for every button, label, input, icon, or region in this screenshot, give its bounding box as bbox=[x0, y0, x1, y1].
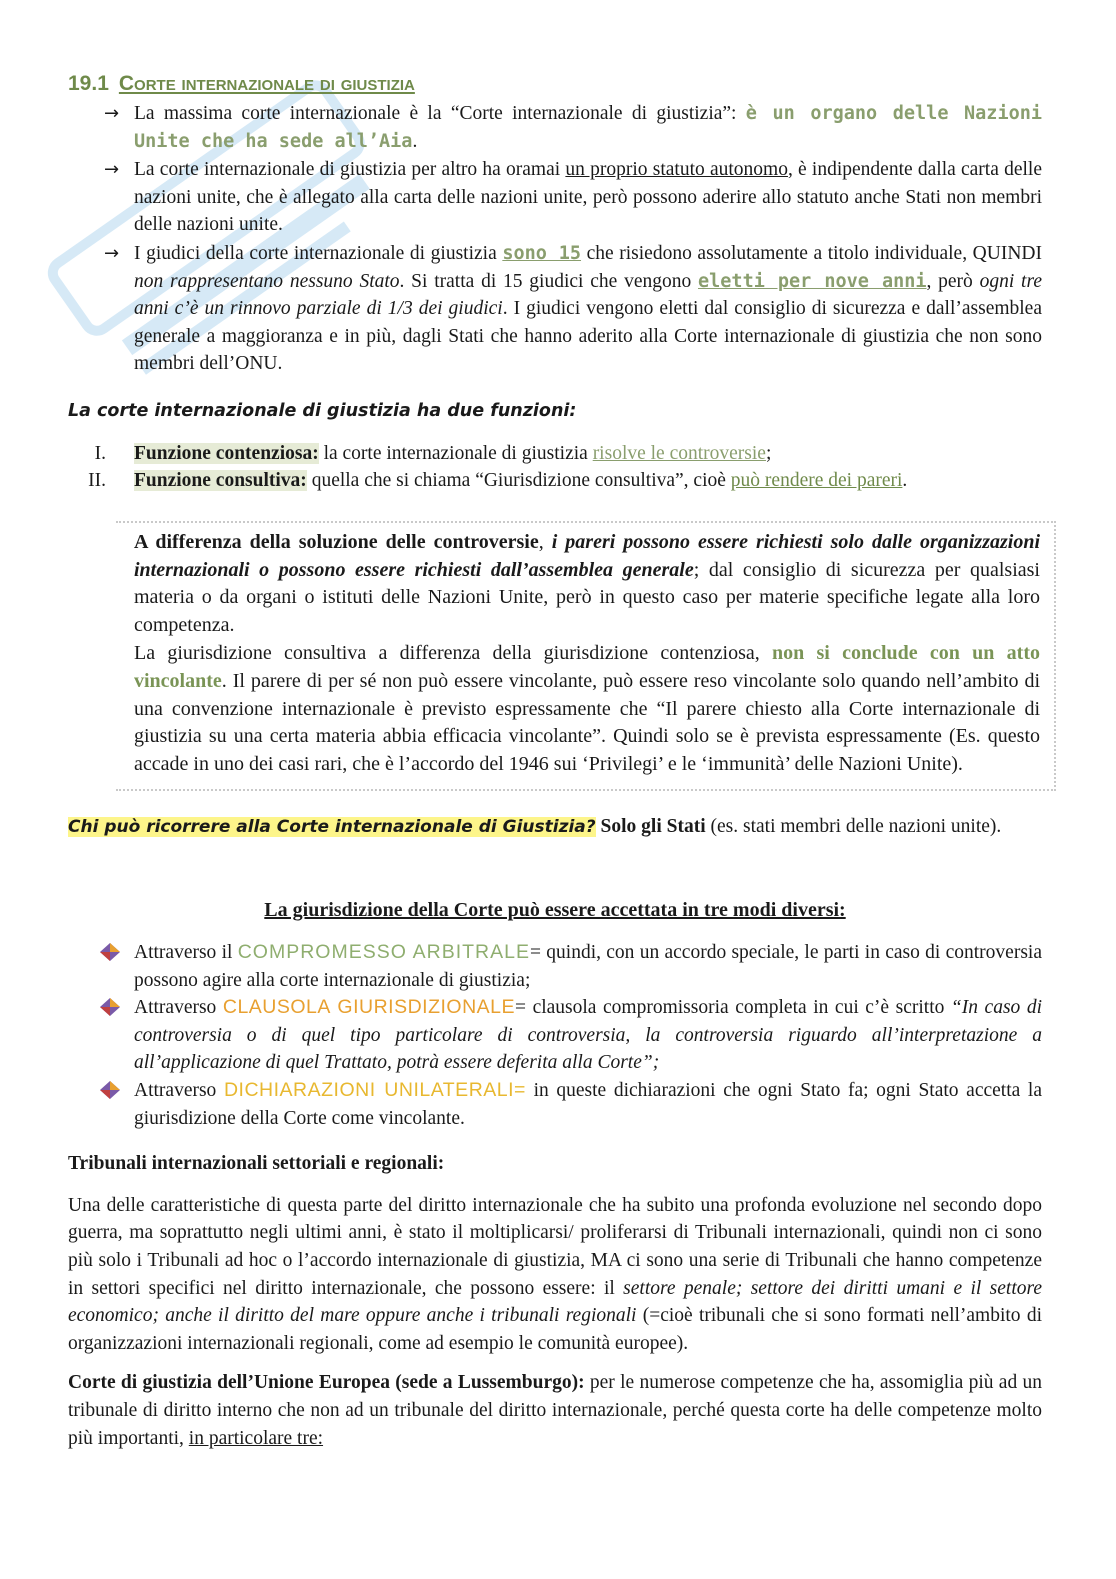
diamond-bullet-icon bbox=[100, 943, 120, 961]
box-paragraph-1: A differenza della soluzione delle controversie, i pareri possono essere richiesti solo dalle organizzazioni internazionali o possono essere richiesti dall’assemblea generale; dal consiglio di sicurezza per qualsiasi materia o da organi o istituti delle Nazioni Unite, però in questo caso per materie specifiche legate alla loro competenza. bbox=[134, 530, 1041, 637]
consultative-box bbox=[116, 521, 1056, 791]
question-line: Chi può ricorrere alla Corte internazionale di Giustizia? Solo gli Stati (es. stati membri delle nazioni unite). bbox=[68, 815, 1002, 837]
modes-list bbox=[68, 939, 1042, 1132]
box-paragraph-2: La giurisdizione consultiva a differenza della giurisdizione contenziosa, non si conclude con un atto vincolante. Il parere di per sé non può essere vincolante, può essere reso vincolante solo quando nell’ambito di una convenzione internazionale è previsto espressamente che “Il parere chiesto alla Corte internazionale di giustizia su una certa materia abbia efficacia vincolante”. Quindi solo se è prevista espressamente (Es. questo accade in uno dei casi rari, che è l’accordo del 1946 sui ‘Privilegi’ e le ‘immunità’ delle Nazioni Unite). bbox=[134, 641, 1040, 776]
list-item: I. Funzione contenziosa: la corte internazionale di giustizia risolve le controversie; bbox=[94, 442, 772, 464]
eu-court-paragraph: Corte di giustizia dell’Unione Europea (sede a Lussemburgo): per le numerose competenze che ha, assomiglia più ad un tribunale di diritto interno che non ad un tribunale del diritto internazionale, perché questa corte ha delle competenze molto più importanti, in particolare tre: bbox=[68, 1372, 1042, 1449]
jurisdiction-heading: La giurisdizione della Corte può essere accettata in tre modi diversi: bbox=[264, 899, 846, 922]
tribunals-paragraph: Una delle caratteristiche di questa parte del diritto internazionale che ha subito una profonda evoluzione nel secondo dopo guerra, ma soprattutto negli ultimi anni, è stato il moltiplicarsi/ proliferarsi di Tribunali internazionali, quindi non ci sono più solo i Tribunali ad hoc o l’accordo internazionale di giustizia, MA ci sono una serie di Tribunali che hanno competenze in settori specifici nel diritto internazionale, che possono essere: il settore penale; settore dei diritti umani e il settore economico; anche il diritto del mare oppure anche i tribunali regionali (=cioè tribunali che si sono formati nell’ambito di organizzazioni internazionali regionali, come ad esempio le comunità europee). bbox=[68, 1194, 1043, 1354]
document-content bbox=[68, 70, 1042, 1464]
arrow-right-icon: → bbox=[104, 242, 120, 264]
list-item: → La massima corte internazionale è la “Corte internazionale di giustizia”: è un organo delle Nazioni Unite che ha sede all’Aia. bbox=[134, 100, 1042, 155]
tribunals-heading: Tribunali internazionali settoriali e regionali: bbox=[68, 1153, 445, 1175]
section-number: 19.1 bbox=[68, 72, 109, 95]
list-item: Attraverso il COMPROMESSO ARBITRALE= quindi, con un accordo speciale, le parti in caso di controversia possono agire alla corte internazionale di giustizia; bbox=[134, 939, 1042, 994]
arrow-right-icon: → bbox=[104, 103, 120, 124]
intro-list bbox=[68, 100, 1042, 378]
functions-list bbox=[68, 440, 1042, 495]
arrow-right-icon: → bbox=[104, 159, 120, 181]
functions-heading: La corte internazionale di giustizia ha due funzioni: bbox=[68, 400, 577, 421]
list-item: → La corte internazionale di giustizia per altro ha oramai un proprio statuto autonomo, è indipendente dalla carta delle nazioni unite, che è allegato alla carta delle nazioni unite, però possono aderire allo statuto anche Stati non membri delle nazioni unite. bbox=[134, 156, 1042, 239]
section-title: Corte internazionale di giustizia bbox=[118, 72, 415, 95]
list-item: → I giudici della corte internazionale di giustizia sono 15 che risiedono assolutamente a titolo individuale, QUINDI non rappresentano nessuno Stato. Si tratta di 15 giudici che vengono eletti per nove anni, però ogni tre anni c’è un rinnovo parziale di 1/3 dei giudici. I giudici vengono eletti dal consiglio di sicurezza e dall’assemblea generale a maggioranza e in più, dagli Stati che hanno aderito alla Corte internazionale di giustizia che non sono membri dell’ONU. bbox=[134, 240, 1042, 378]
list-item: Attraverso DICHIARAZIONI UNILATERALI= in queste dichiarazioni che ogni Stato fa; ogni Stato accetta la giurisdizione della Corte come vincolante. bbox=[134, 1077, 1042, 1132]
list-item: Attraverso CLAUSOLA GIURISDIZIONALE= clausola compromissoria completa in cui c’è scritto “In caso di controversia o di quel tipo particolare di controversia, la controversia riguardo all’interpretazione a all’applicazione di quel Trattato, potrà essere deferita alla Corte”; bbox=[134, 994, 1042, 1077]
section-heading bbox=[68, 70, 1042, 98]
diamond-bullet-icon bbox=[100, 1081, 120, 1099]
diamond-bullet-icon bbox=[100, 998, 120, 1016]
list-item: II. Funzione consultiva: quella che si chiama “Giurisdizione consultiva”, cioè può rendere dei pareri. bbox=[88, 470, 908, 492]
question-highlight: Chi può ricorrere alla Corte internazionale di Giustizia? bbox=[68, 816, 596, 837]
